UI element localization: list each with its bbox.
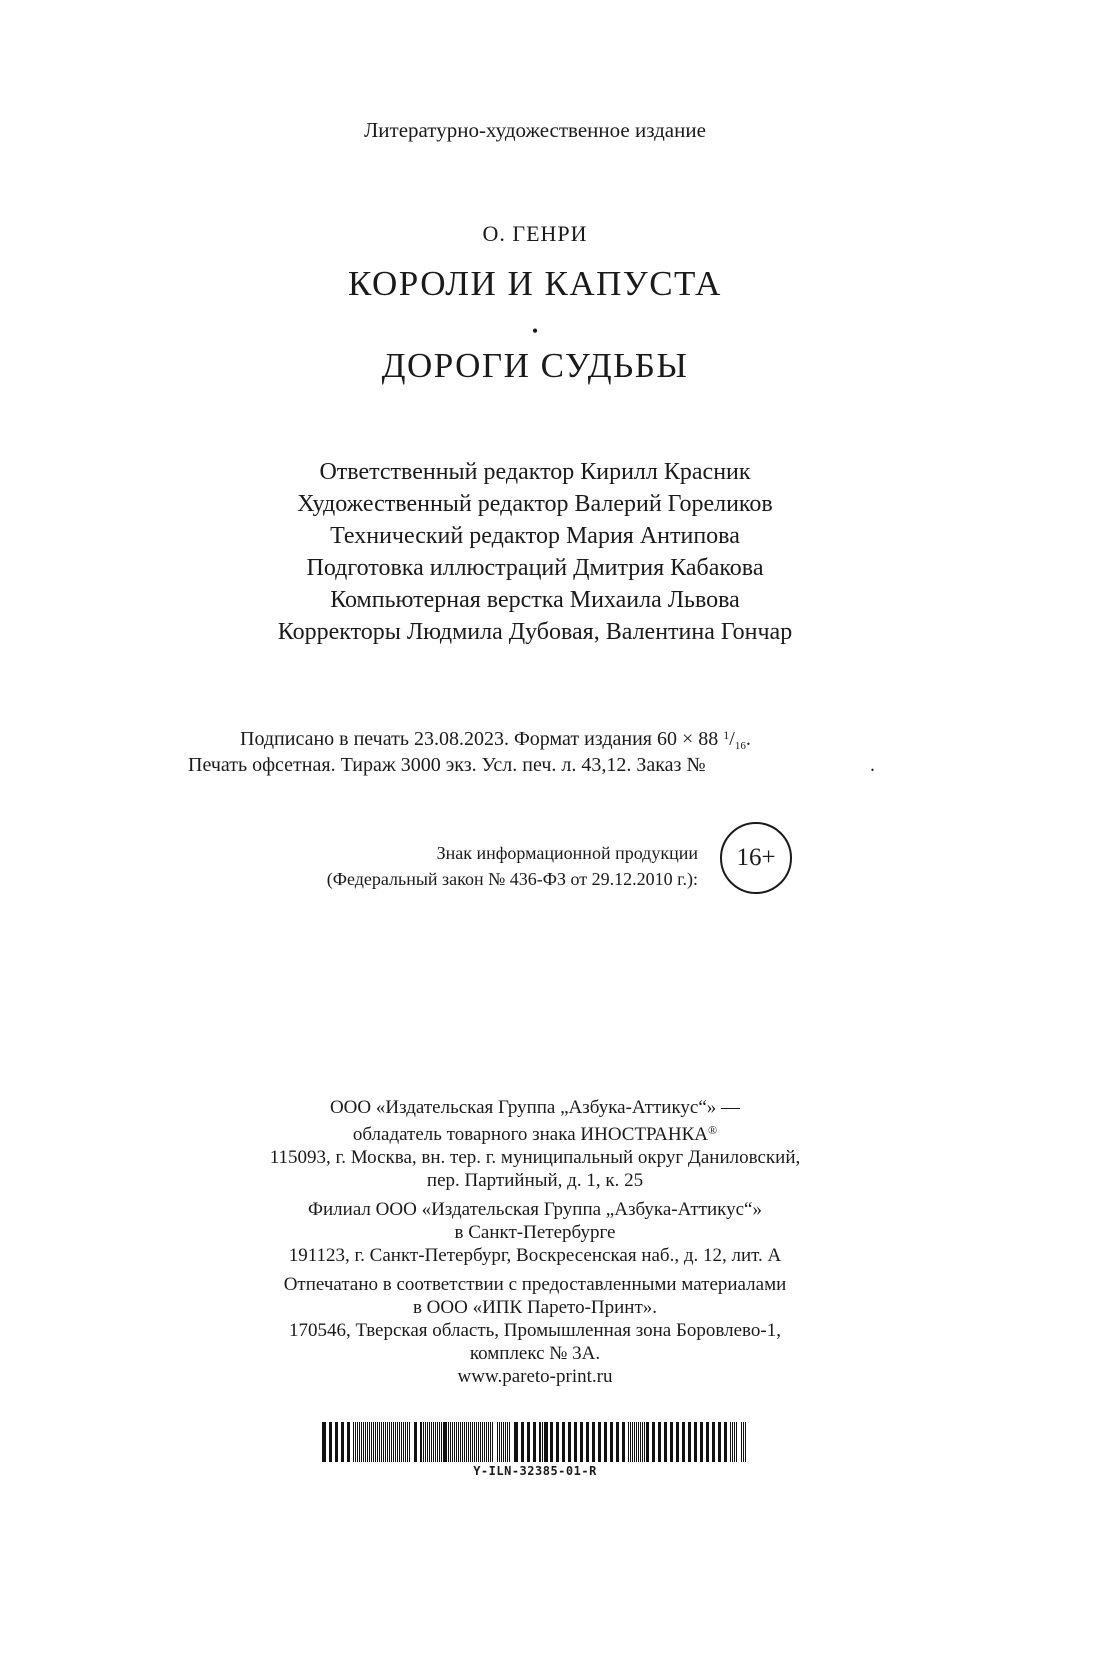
barcode-bars bbox=[322, 1422, 746, 1462]
printer-address-line-1: 170546, Тверская область, Промышленная зона Боровлево-1, bbox=[289, 1320, 781, 1341]
credits-block bbox=[0, 456, 1070, 648]
credit-art-editor: Художественный редактор Валерий Гореликов bbox=[297, 491, 773, 517]
branch-line-2: в Санкт-Петербурге bbox=[454, 1222, 616, 1243]
format-fraction-denominator: 16 bbox=[734, 740, 746, 752]
print-info-line-2: Печать офсетная. Тираж 3000 экз. Усл. печ. л. 43,12. Заказ № bbox=[188, 754, 706, 776]
print-info-line-1 bbox=[240, 728, 1100, 752]
registered-trademark-mark: ® bbox=[708, 1123, 718, 1137]
publisher-address-line-2: пер. Партийный, д. 1, к. 25 bbox=[426, 1170, 644, 1191]
publisher-branch bbox=[0, 1198, 1070, 1267]
credit-technical-editor: Технический редактор Мария Антипова bbox=[330, 523, 740, 549]
publisher-owner-line-2 bbox=[0, 1119, 1070, 1146]
branch-line-1: Филиал ООО «Издательская Группа „Азбука-Аттикус“» bbox=[308, 1199, 762, 1220]
book-title-second: ДОРОГИ СУДЬБЫ bbox=[381, 346, 689, 385]
credit-proofreaders: Корректоры Людмила Дубовая, Валентина Гончар bbox=[277, 619, 793, 645]
barcode-caption: Y-ILN-32385-01-R bbox=[473, 1464, 597, 1478]
printer-line-1: Отпечатано в соответствии с предоставленными материалами bbox=[283, 1274, 787, 1295]
age-rating-badge: 16+ bbox=[720, 822, 792, 894]
format-fraction-slash: / bbox=[729, 728, 735, 750]
publisher-address-line-1: 115093, г. Москва, вн. тер. г. муниципальный округ Даниловский, bbox=[269, 1147, 801, 1168]
age-rating-label bbox=[258, 840, 698, 892]
age-rating-label-line-2: (Федеральный закон № 436-ФЗ от 29.12.2010 г.): bbox=[326, 869, 698, 889]
credit-layout: Компьютерная верстка Михаила Львова bbox=[330, 587, 740, 613]
printer-info bbox=[0, 1273, 1070, 1388]
trademark-owner-text: обладатель товарного знака ИНОСТРАНКА bbox=[352, 1124, 709, 1145]
printer-website: www.pareto-print.ru bbox=[457, 1366, 613, 1387]
printer-address-line-2: комплекс № 3А. bbox=[469, 1343, 601, 1364]
print-info-line-1-end: . bbox=[745, 728, 751, 750]
author-name: О. ГЕНРИ bbox=[482, 221, 588, 246]
printer-line-2: в ООО «ИПК Парето-Принт». bbox=[412, 1297, 658, 1318]
barcode-bar bbox=[745, 1422, 746, 1462]
print-info-format: Подписано в печать 23.08.2023. Формат издания 60 × 88 bbox=[240, 728, 724, 750]
format-fraction-numerator: 1 bbox=[723, 728, 730, 742]
credit-illustrations: Подготовка иллюстраций Дмитрия Кабакова bbox=[306, 555, 764, 581]
publisher-owner-line-1: ООО «Издательская Группа „Азбука-Аттикус“» — bbox=[329, 1097, 741, 1118]
publisher-block bbox=[0, 1096, 1070, 1394]
credit-responsible-editor: Ответственный редактор Кирилл Красник bbox=[319, 459, 751, 485]
branch-address: 191123, г. Санкт-Петербург, Воскресенская наб., д. 12, лит. А bbox=[288, 1245, 782, 1266]
barcode bbox=[322, 1422, 746, 1462]
age-rating-label-line-1: Знак информационной продукции bbox=[436, 843, 698, 863]
edition-type: Литературно-художественное издание bbox=[364, 118, 706, 142]
title-separator-bullet: • bbox=[531, 321, 539, 341]
publisher-owner bbox=[0, 1096, 1070, 1192]
order-number-end: . bbox=[870, 754, 875, 776]
book-title-first: КОРОЛИ И КАПУСТА bbox=[348, 264, 722, 303]
